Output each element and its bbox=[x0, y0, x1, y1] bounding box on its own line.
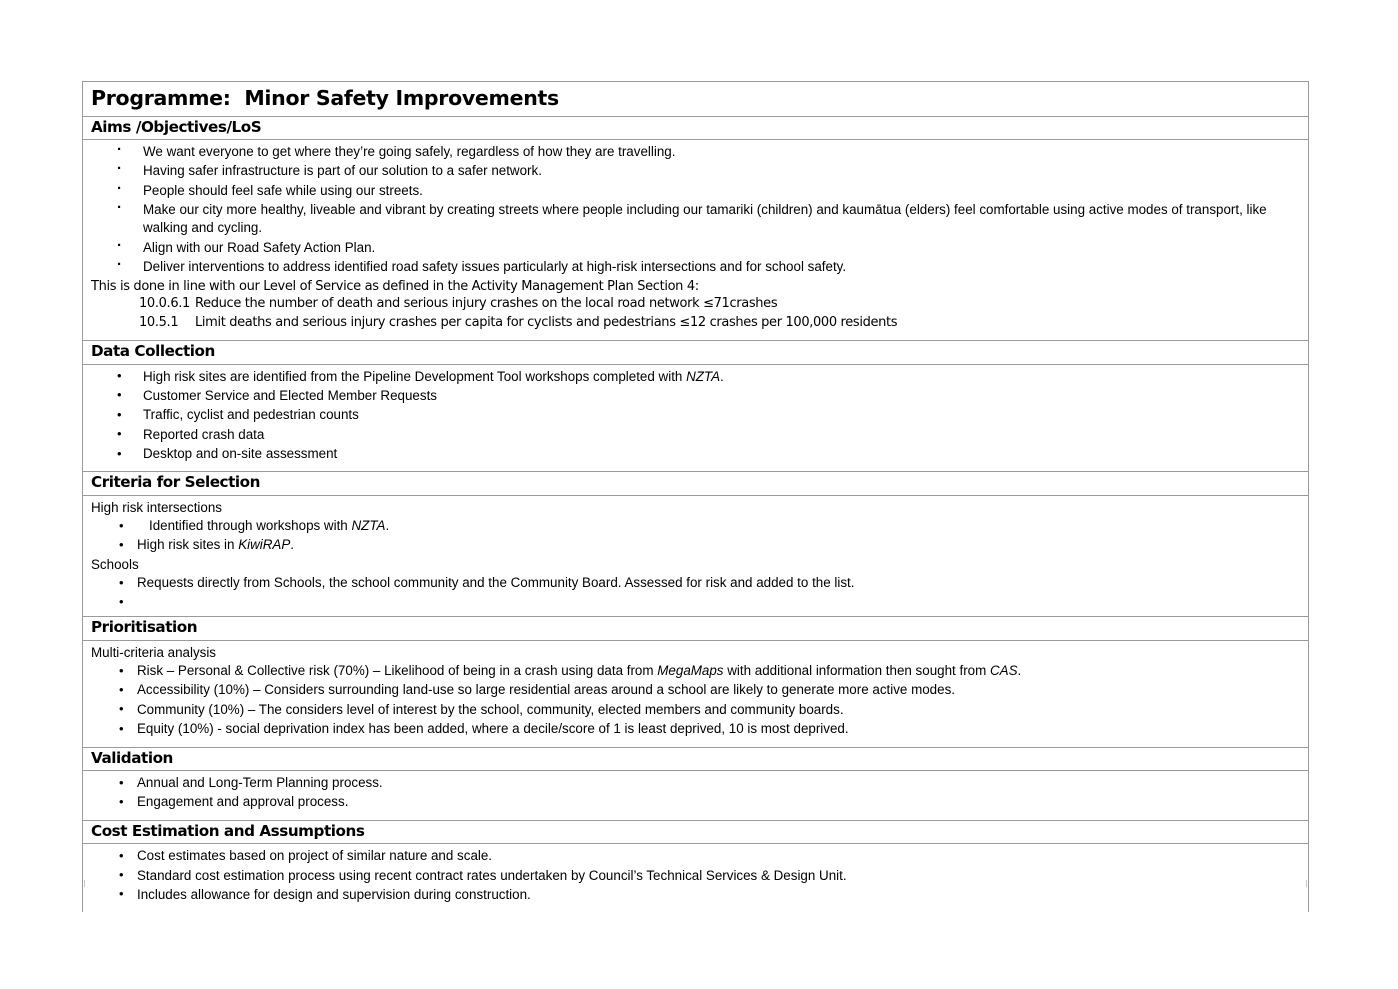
list-item bbox=[91, 593, 1298, 608]
list-item: • Identified through workshops with NZTA. bbox=[91, 517, 1298, 535]
list-item: • High risk sites are identified from the Pipeline Development Tool workshops completed with NZTA. bbox=[91, 368, 1298, 386]
criteria-schools-list bbox=[91, 574, 1298, 608]
section-header-prioritisation bbox=[82, 617, 1309, 640]
list-item: · People should feel safe while using our streets. bbox=[91, 182, 1298, 200]
section-title-criteria: Criteria for Selection bbox=[91, 473, 261, 492]
section-title-validation: Validation bbox=[91, 748, 173, 767]
section-body-aims bbox=[82, 140, 1309, 341]
los-text: Limit deaths and serious injury crashes per capita for cyclists and pedestrians ≤12 crashes per 100,000 residents bbox=[195, 315, 898, 331]
list-item: • Annual and Long-Term Planning process. bbox=[91, 774, 1298, 792]
list-item: · Having safer infrastructure is part of our solution to a safer network. bbox=[91, 162, 1298, 180]
section-header-data-collection bbox=[82, 341, 1309, 364]
list-item: · Deliver interventions to address identified road safety issues particularly at high-risk intersections and for school safety. bbox=[91, 258, 1298, 276]
section-body-data-collection bbox=[82, 365, 1309, 473]
list-item: • Accessibility (10%) – Considers surrounding land-use so large residential areas around a school are likely to generate more active modes. bbox=[91, 681, 1298, 699]
programme-table bbox=[82, 81, 1309, 912]
los-number: 10.5.1 bbox=[139, 315, 179, 331]
criteria-intersections-list bbox=[91, 517, 1298, 555]
section-header-criteria bbox=[82, 472, 1309, 495]
section-title-aims: Aims /Objectives/LoS bbox=[91, 117, 262, 136]
list-item: • High risk sites in KiwiRAP. bbox=[91, 536, 1298, 554]
section-body-criteria bbox=[82, 496, 1309, 618]
section-header-validation bbox=[82, 748, 1309, 771]
section-title-prioritisation: Prioritisation bbox=[91, 618, 198, 637]
section-title-cost: Cost Estimation and Assumptions bbox=[91, 821, 365, 840]
aims-bullet-list bbox=[91, 143, 1298, 277]
list-item: • Community (10%) – The considers level of interest by the school, community, elected members and community boards. bbox=[91, 701, 1298, 719]
section-body-cost bbox=[82, 844, 1309, 912]
criteria-lead-schools: Schools bbox=[91, 556, 139, 572]
page-title: Programme: Minor Safety Improvements bbox=[91, 86, 559, 110]
los-intro-text: This is done in line with our Level of Service as defined in the Activity Management Plan Section 4: bbox=[91, 278, 699, 294]
list-item: • Requests directly from Schools, the school community and the Community Board. Assessed for risk and added to the list. bbox=[91, 574, 1298, 592]
page-break-mark-right bbox=[1306, 880, 1307, 887]
validation-bullet-list bbox=[91, 774, 1298, 812]
programme-title-row bbox=[82, 81, 1309, 117]
list-item: · We want everyone to get where they’re going safely, regardless of how they are travelling. bbox=[91, 143, 1298, 161]
los-item bbox=[91, 314, 1298, 333]
section-body-prioritisation bbox=[82, 641, 1309, 748]
page-break-mark-left bbox=[84, 880, 85, 887]
los-number: 10.0.6.1 bbox=[139, 296, 190, 312]
list-item: • Equity (10%) - social deprivation index has been added, where a decile/score of 1 is least deprived, 10 is most deprived. bbox=[91, 720, 1298, 738]
section-title-data-collection: Data Collection bbox=[91, 342, 215, 361]
list-item: · Align with our Road Safety Action Plan. bbox=[91, 239, 1298, 257]
list-item: • Risk – Personal & Collective risk (70%) – Likelihood of being in a crash using data from MegaMaps with additional information then sought from CAS. bbox=[91, 662, 1298, 680]
los-text: Reduce the number of death and serious injury crashes on the local road network ≤71crashes bbox=[195, 296, 778, 312]
prioritisation-lead: Multi-criteria analysis bbox=[91, 644, 217, 660]
list-item: • Customer Service and Elected Member Requests bbox=[91, 387, 1298, 405]
list-item: • Reported crash data bbox=[91, 426, 1298, 444]
list-item: • Cost estimates based on project of similar nature and scale. bbox=[91, 847, 1298, 865]
criteria-lead-intersections: High risk intersections bbox=[91, 499, 222, 515]
list-item: • Standard cost estimation process using recent contract rates undertaken by Council’s Technical Services & Design Unit. bbox=[91, 867, 1298, 885]
list-item: • Desktop and on-site assessment bbox=[91, 445, 1298, 463]
section-header-aims bbox=[82, 117, 1309, 140]
list-item: · Make our city more healthy, liveable and vibrant by creating streets where people including our tamariki (children) and kaumātua (elders) feel comfortable using active modes of transport, like walking and cycling. bbox=[91, 201, 1298, 238]
data-collection-bullet-list bbox=[91, 368, 1298, 464]
los-item bbox=[91, 295, 1298, 314]
prioritisation-bullet-list bbox=[91, 662, 1298, 738]
section-body-validation bbox=[82, 771, 1309, 821]
cost-bullet-list bbox=[91, 847, 1298, 904]
section-header-cost bbox=[82, 821, 1309, 844]
list-item: • Includes allowance for design and supervision during construction. bbox=[91, 886, 1298, 904]
list-item: • Engagement and approval process. bbox=[91, 793, 1298, 811]
list-item: • Traffic, cyclist and pedestrian counts bbox=[91, 406, 1298, 424]
